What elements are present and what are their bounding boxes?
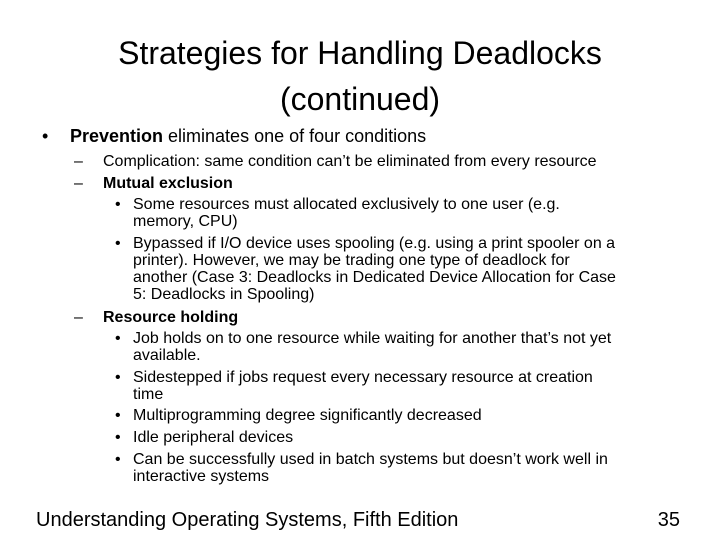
item-line: time (133, 386, 164, 403)
page-number: 35 (657, 509, 680, 531)
item-text (133, 330, 693, 364)
item-line: Sidestepped if jobs request every necessary resource at creation (133, 369, 593, 386)
item-line: printer). However, we may be trading one type of deadlock for (133, 252, 570, 269)
item-line: 5: Deadlocks in Spooling) (133, 286, 315, 303)
subbullet-text: Complication: same condition can’t be eliminated from every resource (103, 153, 597, 170)
bullet-rest: eliminates one of four conditions (163, 126, 427, 146)
slide-title (0, 30, 720, 122)
item-line: Bypassed if I/O device uses spooling (e.g. using a print spooler on a (133, 235, 616, 252)
item-text (133, 196, 693, 230)
item-line: Multiprogramming degree significantly decreased (133, 407, 482, 424)
slide-title-line-2: (continued) (279, 81, 441, 117)
item-line: memory, CPU) (133, 213, 238, 230)
slide-title-line-1: Strategies for Handling Deadlocks (118, 35, 602, 71)
bullet-marker: • (115, 330, 121, 347)
bullet-marker: • (115, 369, 121, 386)
bullet-marker: • (115, 235, 121, 252)
footer-book-title: Understanding Operating Systems, Fifth Edition (36, 509, 459, 531)
bullet-marker: • (115, 429, 121, 446)
dash-marker: – (74, 153, 83, 170)
item-text (133, 235, 693, 303)
bullet-marker: • (115, 451, 121, 468)
item-line: another (Case 3: Deadlocks in Dedicated Device Allocation for Case (133, 269, 616, 286)
item-text (133, 451, 693, 485)
item-line: Can be successfully used in batch systems but doesn’t work well in (133, 451, 608, 468)
dash-marker: – (74, 175, 83, 192)
item-line: interactive systems (133, 468, 270, 485)
dash-marker: – (74, 309, 83, 326)
bullet-marker: • (115, 196, 121, 213)
item-text (133, 429, 693, 446)
subbullet-heading: Mutual exclusion (103, 175, 233, 192)
item-text (133, 369, 693, 403)
item-text (133, 407, 693, 424)
subbullet-heading: Resource holding (103, 309, 239, 326)
item-line: available. (133, 347, 201, 364)
bullet-keyword: Prevention (70, 126, 164, 146)
bullet-text (70, 124, 426, 148)
bullet-marker: • (115, 407, 121, 424)
bullet-marker: • (42, 126, 49, 146)
item-line: Job holds on to one resource while waiting for another that’s not yet (133, 330, 612, 347)
item-line: Some resources must allocated exclusively to one user (e.g. (133, 196, 560, 213)
item-line: Idle peripheral devices (133, 429, 294, 446)
